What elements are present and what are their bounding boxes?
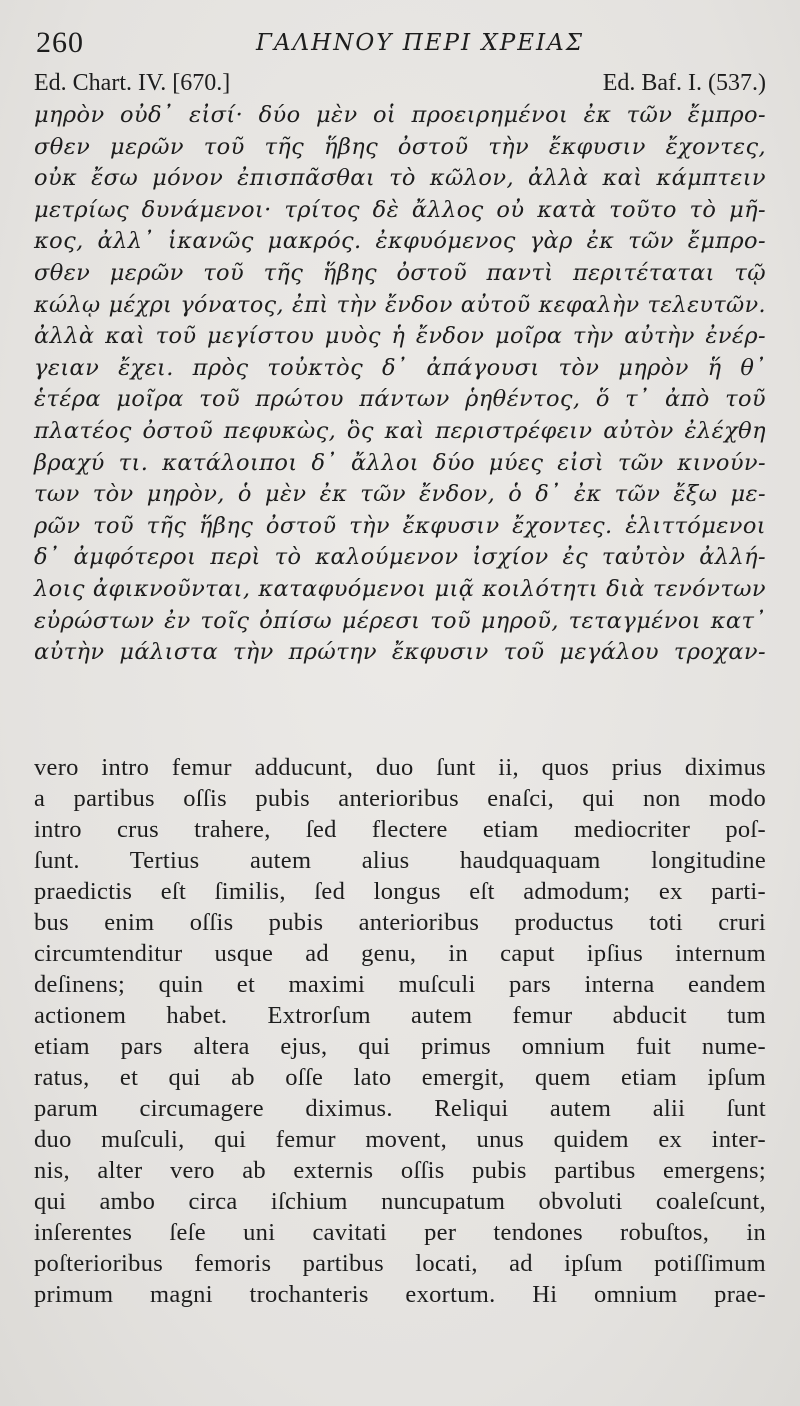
greek-text-line: οὐκ ἔσω μόνον ἐπισπᾶσθαι τὸ κῶλον, ἀλλὰ καὶ κάμπτειν	[34, 165, 766, 192]
greek-text-line: ρῶν τοῦ τῆς ἥβης ὀστοῦ τὴν ἔκφυσιν ἔχοντες. ἑλιττόμενοι	[34, 512, 766, 539]
greek-text-line: γειαν ἔχει. πρὸς τοὐκτὸς δ᾽ ἀπάγουσι τὸν μηρὸν ἥ θ᾽	[34, 354, 766, 381]
latin-text-line: primum magni trochanteris exortum. Hi omnium prae-	[34, 1281, 766, 1308]
greek-text-block	[34, 100, 766, 669]
greek-text-line: κος, ἀλλ᾽ ἱκανῶς μακρός. ἐκφυόμενος γὰρ ἐκ τῶν ἔμπρο-	[34, 228, 766, 255]
latin-text-line: etiam pars altera ejus, qui primus omnium fuit nume-	[34, 1033, 766, 1060]
latin-text-line: praedictis eſt ſimilis, ſed longus eſt admodum; ex parti-	[34, 878, 766, 905]
page-header	[34, 26, 766, 66]
latin-text-line: nis, alter vero ab externis oſſis pubis partibus emergens;	[34, 1157, 766, 1184]
greek-text-line: ἑτέρα μοῖρα τοῦ πρώτου πάντων ῥηθέντος, ὅ τ᾽ ἀπὸ τοῦ	[34, 386, 766, 413]
running-title: ΓΑΛΗΝΟΥ ΠΕΡΙ ΧΡΕΙΑΣ	[255, 30, 585, 56]
greek-text-line: εὐρώστων ἐν τοῖς ὀπίσω μέρεσι τοῦ μηροῦ, τεταγμένοι κατ᾽	[34, 607, 766, 634]
greek-text-line: βραχύ τι. κατάλοιποι δ᾽ ἄλλοι δύο μύες εἰσὶ τῶν κινούν-	[34, 449, 766, 476]
greek-text-line: σθεν μερῶν τοῦ τῆς ἥβης ὀστοῦ παντὶ περιτέταται τῷ	[34, 259, 766, 286]
latin-text-line: circumtenditur usque ad genu, in caput ipſius internum	[34, 940, 766, 967]
latin-text-line: inſerentes ſeſe uni cavitati per tendones robuſtos, in	[34, 1219, 766, 1246]
greek-text-line: αὐτὴν μάλιστα τὴν πρώτην ἔκφυσιν τοῦ μεγάλου τροχαν-	[34, 639, 766, 666]
greek-text-line: ἀλλὰ καὶ τοῦ μεγίστου μυὸς ἡ ἔνδον μοῖρα τὴν αὐτὴν ἐνέρ-	[34, 323, 766, 350]
greek-text-line: σθεν μερῶν τοῦ τῆς ἥβης ὀστοῦ τὴν ἔκφυσιν ἔχοντες,	[34, 133, 766, 160]
latin-text-line: bus enim oſſis pubis anterioribus productus toti cruri	[34, 909, 766, 936]
latin-text-line: actionem habet. Extrorſum autem femur abducit tum	[34, 1002, 766, 1029]
latin-text-line: duo muſculi, qui femur movent, unus quidem ex inter-	[34, 1126, 766, 1153]
greek-text-line: των τὸν μηρὸν, ὁ μὲν ἐκ τῶν ἔνδον, ὁ δ᾽ ἐκ τῶν ἔξω με-	[34, 481, 766, 508]
greek-text-line: δ᾽ ἀμφότεροι περὶ τὸ καλούμενον ἰσχίον ἐς ταὐτὸν ἀλλή-	[34, 544, 766, 571]
latin-text-line: ſunt. Tertius autem alius haudquaquam longitudine	[34, 847, 766, 874]
latin-text-line: a partibus oſſis pubis anterioribus enaſci, qui non modo	[34, 785, 766, 812]
latin-text-line: intro crus trahere, ſed flectere etiam mediocriter poſ-	[34, 816, 766, 843]
page-number: 260	[36, 26, 84, 59]
latin-text-line: deſinens; quin et maximi muſculi pars interna eandem	[34, 971, 766, 998]
greek-text-line: κώλῳ μέχρι γόνατος, ἐπὶ τὴν ἔνδον αὐτοῦ κεφαλὴν τελευτῶν.	[34, 291, 766, 318]
latin-text-block	[34, 752, 766, 1310]
latin-text-line: poſterioribus femoris partibus locati, ad ipſum potiſſimum	[34, 1250, 766, 1277]
latin-text-line: vero intro femur adducunt, duo ſunt ii, quos prius diximus	[34, 754, 766, 781]
edition-chartier-reference: Ed. Chart. IV. [670.]	[34, 70, 231, 96]
latin-text-line: ratus, et qui ab oſſe lato emergit, quem etiam ipſum	[34, 1064, 766, 1091]
greek-text-line: μηρὸν οὐδ᾽ εἰσί· δύο μὲν οἱ προειρημένοι ἐκ τῶν ἔμπρο-	[34, 102, 766, 128]
edition-reference-line	[34, 70, 766, 100]
greek-text-line: λοις ἀφικνοῦνται, καταφυόμενοι μιᾷ κοιλότητι διὰ τενόντων	[34, 575, 766, 602]
latin-text-line: qui ambo circa iſchium nuncupatum obvoluti coaleſcunt,	[34, 1188, 766, 1215]
edition-basel-reference: Ed. Baf. I. (537.)	[602, 70, 766, 96]
latin-text-line: parum circumagere diximus. Reliqui autem alii ſunt	[34, 1095, 766, 1122]
greek-text-line: μετρίως δυνάμενοι· τρίτος δὲ ἄλλος οὐ κατὰ τοῦτο τὸ μῆ-	[34, 196, 766, 223]
greek-text-line: πλατέος ὀστοῦ πεφυκὼς, ὃς καὶ περιστρέφειν αὐτὸν ἐλέχθη	[34, 417, 766, 444]
